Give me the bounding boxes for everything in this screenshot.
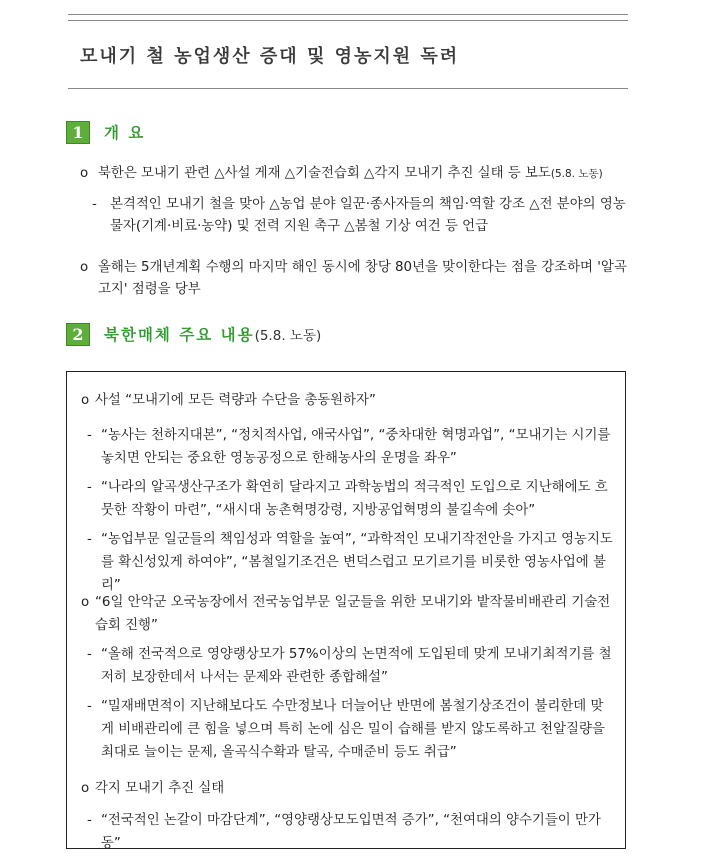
item-text: “농사는 천하지대본”, “정치적사업, 애국사업”, “중차대한 혁명과업”, “모내기는 시기를 놓치면 안되는 중요한 영농공정으로 한해농사의 운명을 좌우”: [101, 428, 611, 466]
item-text: “6일 안악군 오국농장에서 전국농업부문 일군들을 위한 모내기와 밭작물비배관리 기술전습회 진행”: [95, 595, 611, 633]
dash-marker: -: [87, 813, 92, 828]
bullet-marker: o: [80, 166, 89, 181]
item-text: “올해 전국적으로 영양랭상모가 57%이상의 논면적에 도입된데 맞게 모내기최적기를 철저히 보장한데서 나서는 문제와 관련한 종합해설”: [101, 647, 612, 685]
media-content-box: [66, 371, 626, 849]
item-text: “농업부문 일군들의 책임성과 역할을 높여”, “과학적인 모내기작전안을 가지고 영농지도를 확신성있게 하여야”, “봄철일기조건은 변덕스럽고 모기르기를 비롯한 영농사업에 불리”: [101, 532, 613, 593]
item-text: 사설 “모내기에 모든 력량과 수단을 총동원하자”: [95, 393, 376, 408]
item-text: 본격적인 모내기 철을 맞아 △농업 분야 일꾼·종사자들의 책임·역할 강조 △전 분야의 영농물자(기계·비료·농약) 및 전력 지원 촉구 △봄철 기상 여건 등 언급: [110, 197, 626, 234]
section-2-title: [104, 323, 321, 345]
box-item-8: [81, 777, 615, 800]
dash-marker: -: [87, 480, 92, 495]
box-item-9: [87, 809, 615, 855]
dash-marker: -: [92, 197, 97, 212]
top-rule-2: [68, 20, 628, 21]
dash-marker: -: [87, 532, 92, 547]
item-text: 각지 모내기 추진 실태: [95, 781, 225, 796]
section-1-item-1: [80, 163, 640, 185]
section-1-title: 개 요: [104, 124, 146, 142]
page-title: 모내기 철 농업생산 증대 및 영농지원 독려: [80, 46, 460, 67]
dash-marker: -: [87, 699, 92, 714]
section-2-number: 2: [66, 323, 90, 346]
section-2-title-text: 북한매체 주요 내용: [104, 326, 255, 344]
bullet-marker: o: [81, 781, 90, 796]
box-item-5: [81, 591, 615, 637]
section-1-number: 1: [66, 121, 90, 144]
bullet-marker: o: [81, 595, 90, 610]
title-underline: [68, 88, 628, 89]
box-item-6: [87, 643, 615, 689]
top-rule-1: [68, 14, 628, 15]
box-item-7: [87, 695, 615, 764]
box-item-2: [87, 424, 615, 470]
item-text: 북한은 모내기 관련 △사설 게재 △기술전습회 △각지 모내기 추진 실태 등 보도: [98, 166, 551, 181]
item-note: (5.8. 노동): [550, 168, 603, 180]
box-item-3: [87, 476, 615, 522]
dash-marker: -: [87, 428, 92, 443]
section-1-heading: [66, 120, 145, 144]
item-text: 올해는 5개년계획 수행의 마지막 해인 동시에 창당 80년을 맞이한다는 점을 강조하며 '알곡고지' 점령을 당부: [98, 260, 627, 297]
box-item-4: [87, 528, 615, 597]
bullet-marker: o: [81, 393, 90, 408]
item-text: “전국적인 논갈이 마감단계”, “영양랭상모도입면적 증가”, “천여대의 양수기들이 만가동”: [101, 813, 601, 851]
item-text: “나라의 알곡생산구조가 확연히 달라지고 과학농법의 적극적인 도입으로 지난해에도 흐뭇한 작황이 마련”, “새시대 농촌혁명강령, 지방공업혁명의 불길속에 솟아”: [101, 480, 608, 518]
box-item-1: [81, 389, 611, 412]
section-1-item-3: [80, 257, 635, 301]
dash-marker: -: [87, 647, 92, 662]
section-2-subtitle: (5.8. 노동): [254, 328, 322, 344]
bullet-marker: o: [80, 260, 89, 275]
section-2-heading: [66, 322, 321, 346]
section-1-item-2: [92, 194, 632, 238]
item-text: “밀재배면적이 지난해보다도 수만정보나 더늘어난 반면에 봄철기상조건이 불리한데 맞게 비배관리에 큰 힘을 넣으며 특히 논에 심은 밀이 습해를 받지 않도록하고 천알질량을 최대로 늘이는 문제, 올곡식수확과 탈곡, 수매준비 등도 취급”: [101, 699, 605, 760]
